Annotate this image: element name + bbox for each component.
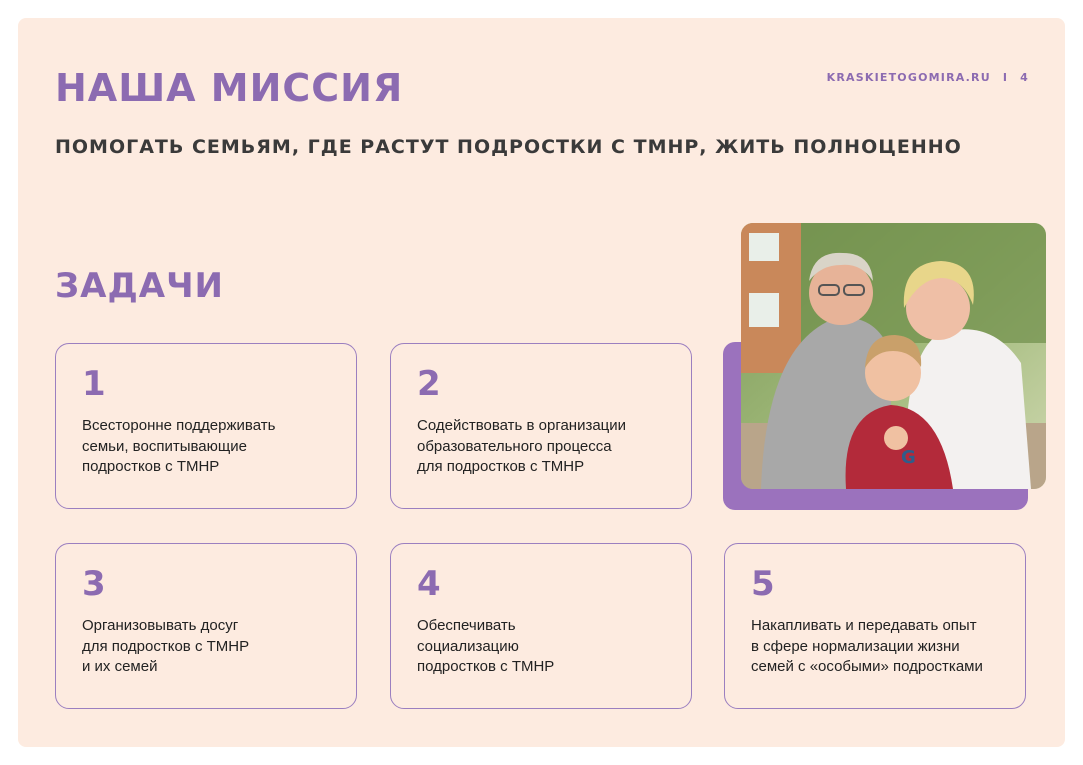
task-number: 4 <box>417 564 441 604</box>
task-number: 5 <box>751 564 775 604</box>
family-photo <box>741 223 1046 489</box>
page-title: НАША МИССИЯ <box>55 66 404 110</box>
task-number: 3 <box>82 564 106 604</box>
page-meta <box>827 71 1029 84</box>
task-number: 1 <box>82 364 106 404</box>
site-url: KRASKIETOGOMIRA.RU <box>826 71 991 84</box>
task-text: Организовывать досуг для подростков с ТМНР и их семей <box>82 617 250 675</box>
svg-text:G: G <box>901 447 916 468</box>
task-card-2 <box>390 343 692 509</box>
slide <box>18 18 1065 747</box>
task-card-4 <box>390 543 692 709</box>
meta-separator: I <box>1002 71 1009 84</box>
task-card-3 <box>55 543 357 709</box>
task-text: Содействовать в организации образовательного процесса для подростков с ТМНР <box>417 417 627 475</box>
task-text: Всесторонне поддерживать семьи, воспитывающие подростков с ТМНР <box>82 417 276 475</box>
task-text: Обеспечивать социализацию подростков с ТМНР <box>417 617 555 675</box>
page-number: 4 <box>1020 71 1029 84</box>
mission-statement: ПОМОГАТЬ СЕМЬЯМ, ГДЕ РАСТУТ ПОДРОСТКИ С ТМНР, ЖИТЬ ПОЛНОЦЕННО <box>55 136 962 158</box>
task-card-1 <box>55 343 357 509</box>
task-text: Накапливать и передавать опыт в сфере нормализации жизни семей с «особыми» подростками <box>751 617 983 675</box>
tasks-heading: ЗАДАЧИ <box>55 266 224 306</box>
task-number: 2 <box>417 364 441 404</box>
task-card-5 <box>724 543 1026 709</box>
